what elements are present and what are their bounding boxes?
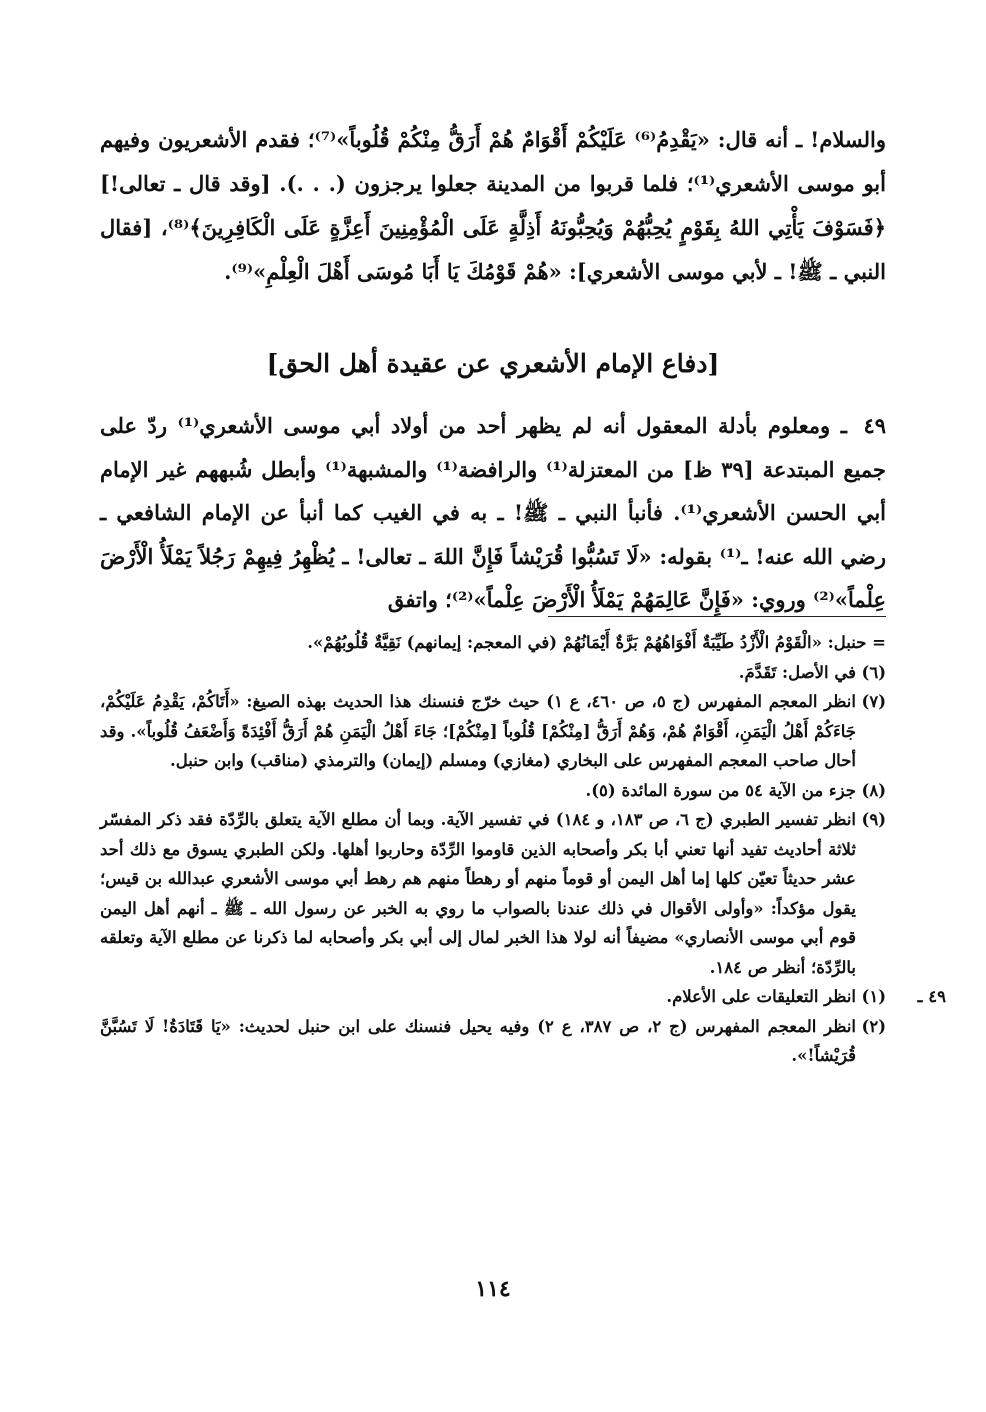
footnote-49-1 — [100, 982, 886, 1012]
footnote-label: (٦) — [861, 662, 886, 682]
footnote-text: انظر المعجم المفهرس (ج ٥، ص ٤٦٠، ع ١) حيث خرّج فنسنك هذا الحديث بهذه الصيغ: «أَتَاكُمْ، يَقْدِمُ عَلَيْكُمْ، جَاءَكُمْ أَهْلُ الْيَمَنِ، أَقْوَامٌ هُمْ، وَهُمْ أَرَقُّ [مِنْكُمْ] قُلُوباً [مِنْكُمْ]؛ جَاءَ أَهْلُ الْيَمَنِ هُمْ أَرَقُّ أَفْئِدَةً وَأَضْعَفُ قُلُوباً». وقد أحال صاحب المعجم المفهرس على البخاري (مغازي) ومسلم (إيمان) والترمذي (مناقب) وابن حنبل. — [100, 692, 856, 770]
footnote-continuation — [100, 628, 886, 658]
footnote-text: في الأصل: تَقَدَّمَ. — [738, 662, 856, 682]
footnote-divider — [548, 616, 886, 617]
paragraph-opening: والسلام! ـ أنه قال: «يَقْدِمُ⁽⁶⁾ عَلَيْكُمْ أَقْوَامٌ هُمْ أَرَقُّ مِنْكُمْ قُلُوباً»⁽⁷⁾؛ فقدم الأشعريون وفيهم أبو موسى الأشعري⁽¹⁾؛ فلما قربوا من المدينة جعلوا يرجزون (. . .). [وقد قال ـ تعالى!] ﴿فَسَوْفَ يَأْتِي اللهُ بِقَوْمٍ يُحِبُّهُمْ وَيُحِبُّونَهُ أَذِلَّةٍ عَلَى الْمُؤْمِنِينَ أَعِزَّةٍ عَلَى الْكَافِرِينَ﴾⁽⁸⁾، [فقال النبي ـ ﷺ! ـ لأبي موسى الأشعري]: «هُمْ قَوْمُكَ يَا أَبَا مُوسَى أَهْلَ الْعِلْمِ»⁽⁹⁾. — [100, 127, 887, 284]
footnote-7 — [100, 687, 886, 776]
page-number: ١١٤ — [475, 1276, 511, 1302]
footnote-text: انظر التعليقات على الأعلام. — [666, 987, 856, 1006]
paragraph-49 — [100, 404, 886, 622]
paragraph-49-text: ـ ومعلوم بأدلة المعقول أنه لم يظهر أحد من أولاد أبي موسى الأشعري⁽¹⁾ ردّ على جميع المبتدعة [٣٩ ظ] من المعتزلة⁽¹⁾ والرافضة⁽¹⁾ والمشبهة⁽¹⁾ وأبطل شُبههم غير الإمام أبي الحسن الأشعري⁽¹⁾. فأنبأ النبي ـ ﷺ! ـ به في الغيب كما أنبأ عن الإمام الشافعي ـ رضي الله عنه! ـ⁽¹⁾ بقوله: «لَا تَسُبُّوا قُرَيْشاً فَإِنَّ اللهَ ـ تعالى! ـ يُظْهِرُ فِيهِمْ رَجُلاً يَمْلَأُ الْأَرْضَ عِلْماً»⁽²⁾ وروي: «فَإِنَّ عَالِمَهُمْ يَمْلَأُ الْأَرْضَ عِلْماً»⁽²⁾؛ واتفق — [100, 413, 886, 612]
footnote-label: (١) — [861, 987, 886, 1006]
paragraph-number: ٤٩ — [863, 413, 887, 438]
footnotes — [100, 628, 946, 1071]
footnote-8 — [100, 776, 886, 806]
section-heading: [دفاع الإمام الأشعري عن عقيدة أهل الحق] — [266, 349, 720, 378]
footnote-group-49 — [100, 982, 946, 1071]
footnote-text: انظر المعجم المفهرس (ج ٢، ص ٣٨٧، ع ٢) وفيه يحيل فنسنك على ابن حنبل لحديث: «يَا قَتَادَةُ! لَا تَسُبَّنَّ قُرَيْشاً!». — [100, 1016, 856, 1065]
footnote-continuation-text: = حنبل: «الْقَوْمُ الْأَزْدُ طَيِّبَةٌ أَفْوَاهُهُمْ بَرَّةٌ أَيْمَانُهُمْ (في المعجم: إيمانهم) نَقِيَّةٌ قُلُوبُهُمْ». — [307, 633, 886, 652]
footnote-label: (٢) — [861, 1016, 886, 1036]
footnote-6 — [100, 658, 886, 688]
footnote-label: (٩) — [861, 810, 886, 829]
footnote-text: جزء من الآية ٥٤ من سورة المائدة (٥). — [585, 780, 856, 800]
footnote-text: انظر تفسير الطبري (ج ٦، ص ١٨٣، و ١٨٤) في تفسير الآية. وبما أن مطلع الآية يتعلق بالرِّدّة فقد ذكر المفسّر ثلاثة أحاديث تفيد أنها تعني أبا بكر وأصحابه الذين قاوموا الرِّدّة وحاربوا أهلها. ولكن الطبري يسوق مع ذلك أحد عشر حديثاً تعيّن كلها إما أهل اليمن أو قوماً منهم أو رهطاً منهم هم رهط أبي موسى الأشعري عبدالله بن قيس؛ يقول مؤكداً: «وأولى الأقوال في ذلك عندنا بالصواب ما روي به الخبر عن رسول الله ـ ﷺ ـ أنهم أهل اليمن قوم أبي موسى الأنصاري» مضيفاً أنه لولا هذا الخبر لمال إلى أبي بكر وأصحابه لما ذكرنا عن مطلع الآية وتعلقه بالرِّدّة؛ أنظر ص ١٨٤. — [100, 810, 856, 977]
footnote-label: (٧) — [861, 692, 886, 711]
footnote-group-label: ٤٩ ـ — [917, 987, 946, 1006]
footnote-9 — [100, 805, 886, 982]
main-text — [100, 118, 886, 294]
footnote-label: (٨) — [861, 780, 886, 800]
footnote-49-2 — [100, 1012, 886, 1071]
